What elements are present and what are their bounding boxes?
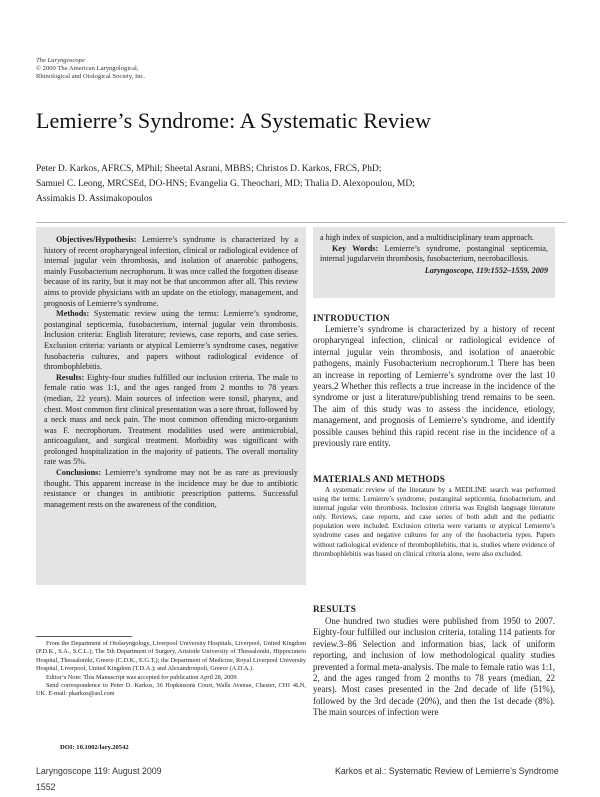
- society-line: Rhinological and Otological Society, Inc.: [36, 73, 146, 80]
- results-paragraph: One hundred two studies were published from 1950 to 2007. Eighty-four fulfilled our inclusion criteria, totaling 114 patients for review.3–86 Selection and information bias, lack of uniform reporting, and inclusion of low methodological quality studies prevented a formal meta-analysis. The male to female ratio was 1:1, 2, and the ages ranged from 2 months to 78 years (median, 22 years). Most cases presented in the 2nd decade of life (51%), followed by the 3rd decade (20%), and then the 1st decade (8%). The main sources of infection were: [313, 616, 555, 718]
- abstract-objectives: [44, 235, 298, 309]
- correspondence-note: Send correspondence to Peter D. Karkos, 36 Hopkinsons Court, Walls Avenue, Chester, CH1 4LN, UK. E-mail: pkarkos@aol.com: [36, 682, 306, 698]
- methods-label: Methods:: [56, 309, 90, 319]
- author-line: Peter D. Karkos, AFRCS, MPhil; Sheetal Asrani, MBBS; Christos D. Karkos, FRCS, PhD;: [36, 164, 382, 174]
- introduction-heading: INTRODUCTION: [313, 313, 391, 323]
- abstract-methods: [44, 309, 298, 373]
- abstract: [44, 235, 298, 510]
- author-list: [36, 162, 556, 207]
- article-title: Lemierre’s Syndrome: A Systematic Review: [36, 108, 432, 133]
- footer-page-number: 1552: [36, 782, 56, 792]
- results-text: Eighty-four studies fulfilled our inclusion criteria. The male to female ratio was 1:1, and the ages ranged from 2 months to 78 years (median, 22 years). Main sources of infection were tonsil, pharynx, and chest. Most common first clinical presentation was a sore throat, followed by a neck mass and neck pain. The most common offending micro-organism was F. necrophorum. Treatment modalities used were antimicrobial, anticoagulant, and surgical treatment. Morbidity was significant with prolonged hospitalization in the majority of patients. The overall mortality rate was 5%.: [44, 372, 298, 467]
- introduction-text: Lemierre’s syndrome is characterized by a history of recent oropharyngeal infection, clinical or radiological evidence of internal jugular vein thrombosis, and isolation of anaerobic pathogens, mainly Fusobacterium necrophorum.1 There has been an increase in reporting of Lemierre’s syndrome over the last 10 years.2 Whether this reflects a true increase in the incidence of the syndrome or just a literature/publishing trend remains to be seen. The aim of this study was to assess the incidence, etiology, management, and prognosis of Lemierre’s syndrome, and identify possible causes behind this rapid recent rise in the incidence of a previously rare entity.: [313, 324, 555, 449]
- citation: Laryngoscope, 119:1552–1559, 2009: [424, 265, 548, 275]
- affiliation-note: From the Department of Otolaryngology, Liverpool University Hospitals, Liverpool, United Kingdom (P.D.K., S.A., S.C.L.); The 5th Department of Surgery, Aristotle University of Thessaloniki, Hippocrateio Hospital, Thessaloniki, Greece (C.D.K., E.G.T.); the Department of Medicine, Royal Liverpool University Hospital, Liverpool, United Kingdom (T.D.A.); and Alexandroupoli, Greece (A.D.A.).: [36, 640, 306, 673]
- results-label: Results:: [56, 372, 85, 382]
- objectives-text: Lemierre’s syndrome is characterized by a history of recent oropharyngeal infection, clinical or radiological evidence of internal jugular vein thrombosis, and isolation of anaerobic pathogens, mainly Fusobacterium necrophorum. It was once called the forgotten disease because of its rarity, but it may not be that uncommon after all. This review aims to provide physicians with an update on the etiology, management, and prognosis of Lemierre’s syndrome.: [44, 235, 298, 308]
- conclusions-continued: a high index of suspicion, and a multidisciplinary team approach.: [320, 233, 534, 242]
- objectives-label: Objectives/Hypothesis:: [56, 235, 137, 244]
- keywords-text: Lemierre’s syndrome, postanginal septicemia, internal jugularvein thrombosis, fusobacterium, necrobacillosis.: [320, 243, 548, 264]
- editor-note: Editor’s Note: This Manuscript was accepted for publication April 28, 2009.: [46, 673, 239, 681]
- footer-journal-issue: Laryngoscope 119: August 2009: [36, 766, 162, 776]
- results-body: [313, 616, 555, 719]
- methods-text: Systematic review using the terms: Lemierre’s syndrome, postanginal septicemia, fusobacterium, internal jugular vein thrombosis. Inclusion criteria: English literature; reviews, case reports, and case series. Exclusion criteria: variants or atypical Lemierre’s syndrome cases, negative fusobacteria cultures, and papers without radiological evidence of thrombophlebitis.: [44, 309, 298, 372]
- abstract-results: [44, 373, 298, 468]
- introduction-body: [313, 324, 555, 449]
- results-heading: RESULTS: [313, 604, 357, 614]
- abstract-conclusions: [44, 468, 298, 510]
- methods-body: [313, 486, 555, 559]
- journal-name: The Laryngoscope: [36, 57, 85, 64]
- keywords-label: Key Words:: [332, 243, 379, 253]
- footer-running-title: Karkos et al.: Systematic Review of Lemierre’s Syndrome: [335, 766, 559, 776]
- journal-header: [36, 57, 145, 81]
- key-words: [320, 244, 548, 265]
- header-divider: [36, 222, 566, 223]
- conclusions-text: Lemierre’s syndrome may not be as rare as previously thought. This apparent increase in the incidence may be due to antibiotic resistance or changes in antibiotic prescription patterns. Successful management rests on the awareness of the condition,: [44, 468, 298, 509]
- author-line: Assimakis D. Assimakopoulos: [36, 194, 153, 204]
- conclusions-label: Conclusions:: [56, 468, 102, 478]
- footnotes: [36, 640, 306, 699]
- methods-heading: MATERIALS AND METHODS: [313, 474, 446, 484]
- author-line: Samuel C. Leong, MRCSEd, DO-HNS; Evangelia G. Theochari, MD; Thalia D. Alexopoulou, MD;: [36, 179, 415, 189]
- footnote-divider: [36, 636, 132, 637]
- methods-paragraph: A systematic review of the literature by a MEDLINE search was performed using the terms: Lemierre’s syndrome, postanginal septicemia, fusobacterium, and internal jugular vein thrombosis. Inclusion criteria was English language literature only. Reviews, case reports, and case series of both adult and the pediatric population were included. Exclusion criteria were variants or atypical Lemierre’s syndrome cases and negative cultures for any of the fusobacteria types. Papers without radiological evidence of thrombophlebitis, that is, studies where evidence of thrombophlebitis was based on clinical criteria alone, were also excluded.: [313, 486, 555, 558]
- copyright-line: © 2009 The American Laryngological,: [36, 65, 139, 72]
- abstract-continuation: [320, 233, 548, 276]
- doi: DOI: 10.1002/lary.20542: [60, 744, 129, 751]
